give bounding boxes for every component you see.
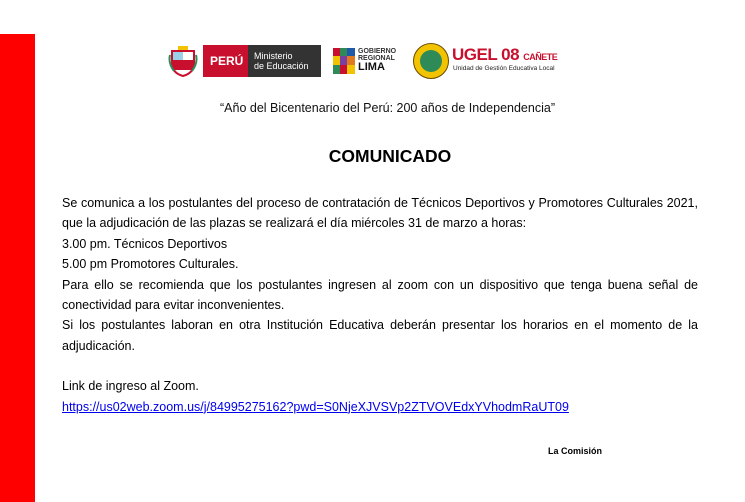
spacer <box>62 356 698 376</box>
gore-line1: GOBIERNO <box>358 48 397 55</box>
ugel-place: CAÑETE <box>523 52 558 62</box>
page-title: COMUNICADO <box>328 146 452 166</box>
schedule-item-2: 5.00 pm Promotores Culturales. <box>62 257 239 272</box>
ministry-line1: Ministerio <box>254 51 293 61</box>
gore-text <box>358 48 396 73</box>
gore-line2: REGIONAL <box>358 55 395 62</box>
ministry-line2: de Educación <box>254 61 309 71</box>
paragraph-schedule-note: Si los postulantes laboran en otra Institución Educativa deberán presentar los horarios en el momento de la adjudicación. <box>62 318 698 353</box>
ugel-seal-icon <box>413 43 449 79</box>
peru-coat-of-arms-icon <box>168 45 198 77</box>
paragraph-recommendation: Para ello se recomienda que los postulantes ingresen al zoom con un dispositivo que tenga buena señal de conectividad para evitar inconvenientes. <box>62 277 698 313</box>
ugel-title <box>452 45 557 65</box>
ugel-name: UGEL 08 <box>452 45 520 64</box>
communique-body <box>62 193 698 417</box>
peru-minedu-logo <box>203 45 321 77</box>
gobierno-regional-lima-logo <box>333 48 397 76</box>
paragraph-intro: Se comunica a los postulantes del proceso de contratación de Técnicos Deportivos y Promotores Culturales 2021, que la adjudicación de las plazas se realizará el día miércoles 31 de marzo a horas: <box>62 196 698 231</box>
year-slogan: “Año del Bicentenario del Perú: 200 años de Independencia” <box>220 101 555 115</box>
schedule-item-1: 3.00 pm. Técnicos Deportivos <box>62 236 228 251</box>
peru-label: PERÚ <box>210 54 244 68</box>
gore-line3: LIMA <box>358 61 385 73</box>
ugel-subtitle: Unidad de Gestión Educativa Local <box>453 65 555 72</box>
gore-mosaic-icon <box>333 48 355 74</box>
ministry-box <box>248 45 321 77</box>
signature: La Comisión <box>548 446 603 456</box>
ugel-seal-center <box>420 50 442 72</box>
zoom-link-label: Link de ingreso al Zoom. <box>62 379 199 394</box>
zoom-link[interactable]: https://us02web.zoom.us/j/84995275162?pwd=S0NjeXJVSVp2ZTVOVEdxYVhodmRaUT09 <box>62 399 569 414</box>
